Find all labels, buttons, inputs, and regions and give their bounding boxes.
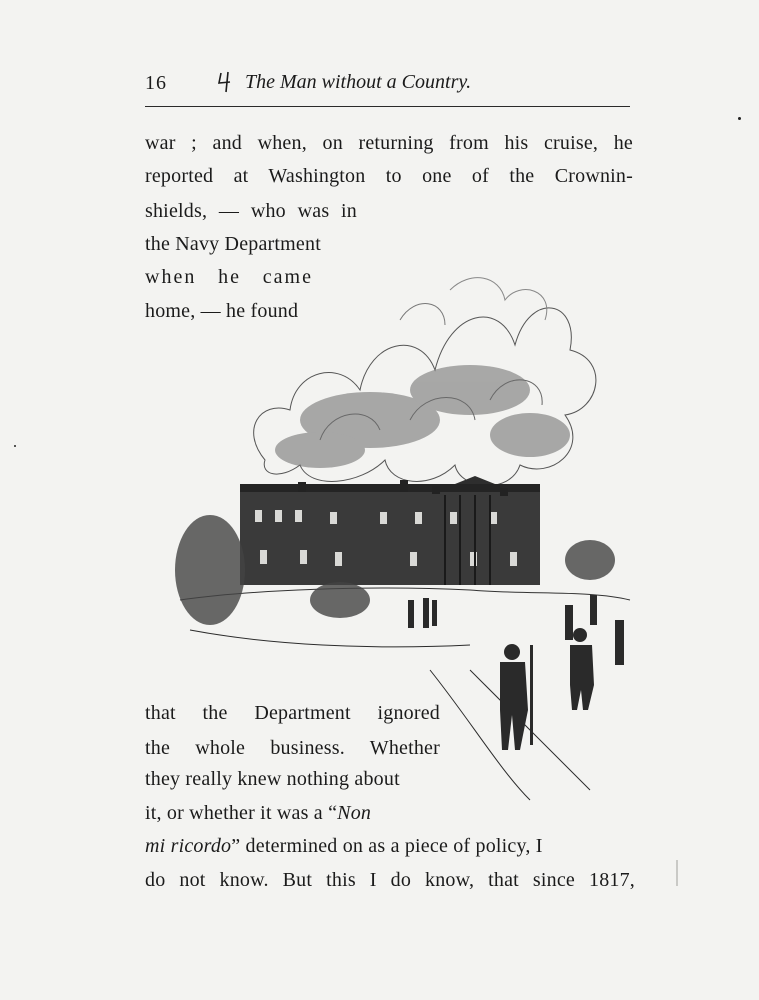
body-line-10 xyxy=(145,800,371,826)
body-line-12: do not know. But this I do know, that since 1817, xyxy=(145,869,635,891)
speck xyxy=(14,445,16,447)
body-line-8: the whole business. Whether xyxy=(145,737,440,759)
body-line-4: the Navy Department xyxy=(145,233,321,255)
body-line-11-text: ” determined on as a piece of policy, I xyxy=(231,835,543,857)
body-line-3: shields, — who was in xyxy=(145,200,357,222)
body-line-7: that the Department ignored xyxy=(145,702,440,724)
italic-non: Non xyxy=(337,802,372,824)
burning-white-house-illustration xyxy=(170,250,640,810)
page-number: 16 xyxy=(145,72,167,94)
body-line-9: they really knew nothing about xyxy=(145,768,400,790)
body-line-1: war ; and when, on returning from his cruise, he xyxy=(145,132,633,154)
speck xyxy=(738,117,741,120)
page-header xyxy=(145,68,635,100)
header-rule xyxy=(145,106,630,107)
body-line-11 xyxy=(145,833,635,859)
ornament-icon xyxy=(217,70,233,100)
body-line-10-text: it, or whether it was a “ xyxy=(145,802,338,824)
paper-mark xyxy=(676,860,678,886)
running-title: The Man without a Country. xyxy=(245,71,472,93)
italic-mi-ricordo: mi ricordo xyxy=(145,835,232,857)
body-line-6: home, — he found xyxy=(145,300,299,322)
body-line-2: reported at Washington to one of the Crownin- xyxy=(145,165,633,187)
body-line-5: when he came xyxy=(145,266,313,288)
